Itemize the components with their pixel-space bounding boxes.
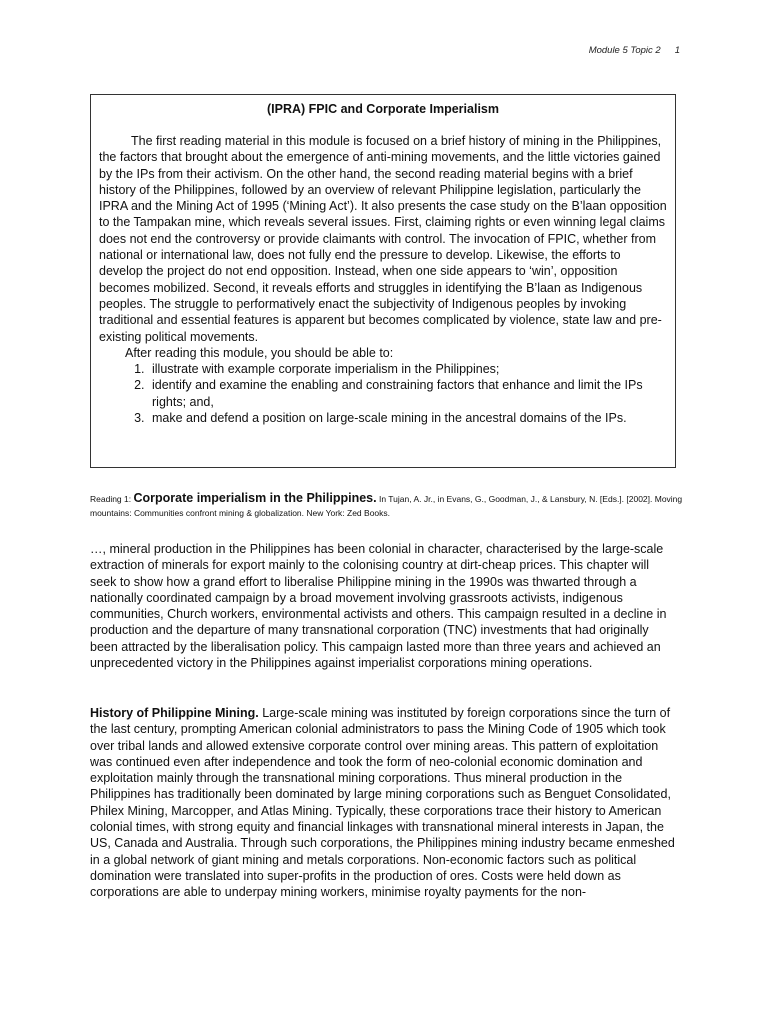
module-overview-box bbox=[90, 94, 676, 468]
section-heading: History of Philippine Mining. bbox=[90, 706, 259, 720]
body-paragraph-history bbox=[90, 705, 676, 901]
section-text: Large-scale mining was instituted by foreign corporations since the turn of the last century, prompting American colonial administrators to pass the Mining Code of 1905 which took over tribal lands and allowed extensive corporate control over mining areas. This pattern of exploitation was continued even after independence and took the form of neo-colonial economic domination and exploitation mainly through the transnational mining corporations. Thus mineral production in the Philippines has traditionally been dominated by large mining corporations such as Benguet Consolidated, Philex Mining, Marcopper, and Atlas Mining. Typically, these corporations trace their history to American colonial times, with strong equity and financial linkages with transnational mineral interests in Japan, the US, Canada and Australia. Through such corporations, the Philippines mining industry became enmeshed in a global network of giant mining and metals corporations. Non-economic factors such as political domination were translated into super-profits in the production of ores. Costs were held down as corporations are able to underpay mining workers, minimise royalty payments for the non- bbox=[90, 706, 675, 900]
reading-citation bbox=[90, 492, 686, 520]
body-paragraph-intro: …, mineral production in the Philippines has been colonial in character, characterised by the large-scale extraction of minerals for export mainly to the colonising country at dirt-cheap prices. This chapter will seek to show how a grand effort to liberalise Philippine mining in the 1990s was thwarted through a nationally coordinated campaign by a broad movement involving grassroots activists, indigenous communities, Church workers, environmental activists and others. This campaign resulted in a decline in production and the departure of many transnational corporation (TNC) investments that had originally been attracted by the liberalisation policy. This campaign lasted more than three years and achieved an unprecedented victory in the Philippines against imperialist corporations mining operations. bbox=[90, 542, 667, 671]
header-module-label: Module 5 Topic 2 bbox=[588, 45, 661, 56]
objective-item: 2. identify and examine the enabling and constraining factors that enhance and limit the IPs rights; and, bbox=[148, 377, 667, 410]
reading-title: Corporate imperialism in the Philippines. bbox=[133, 491, 377, 505]
reading-prefix: Reading 1: bbox=[90, 494, 132, 504]
reading-source: In Tujan, A. Jr., in Evans, G., Goodman, J., & Lansbury, N. [Eds.]. [2002]. Moving mountains: Communities confront mining & globalization. New York: Zed Books. bbox=[90, 494, 683, 518]
page-header bbox=[589, 45, 680, 56]
page-number: 1 bbox=[674, 45, 680, 56]
objectives-lead: After reading this module, you should be able to: bbox=[125, 345, 394, 360]
objective-item: 1. illustrate with example corporate imperialism in the Philippines; bbox=[148, 361, 667, 377]
objective-item: 3. make and defend a position on large-scale mining in the ancestral domains of the IPs. bbox=[148, 410, 667, 426]
objectives-list bbox=[99, 361, 667, 426]
box-paragraph: The first reading material in this module is focused on a brief history of mining in the Philippines, the factors that brought about the emergence of anti-mining movements, and the little victories gained by the IPs from their activism. On the other hand, the second reading material begins with a brief history of the Philippines, followed by an overview of relevant Philippine legislation, particularly the IPRA and the Mining Act of 1995 (‘Mining Act’). It also presents the case study on the B’laan opposition to the Tampakan mine, which reveals several issues. First, claiming rights or even winning legal claims does not end the controversy or provide claimants with control. The invocation of FPIC, whether from national or international law, does not fully end the pressure to develop. Likewise, the efforts to develop the project do not end opposition. Instead, when one side appears to ‘win’, opposition becomes mobilized. Second, it reveals efforts and struggles in identifying the B’laan as Indigenous peoples. The struggle to performatively enact the subjectivity of Indigenous peoples by invoking traditional and essential features is apparent but becomes complicated by violence, state law and pre-existing political movements. bbox=[99, 134, 667, 344]
box-title: (IPRA) FPIC and Corporate Imperialism bbox=[267, 102, 499, 116]
